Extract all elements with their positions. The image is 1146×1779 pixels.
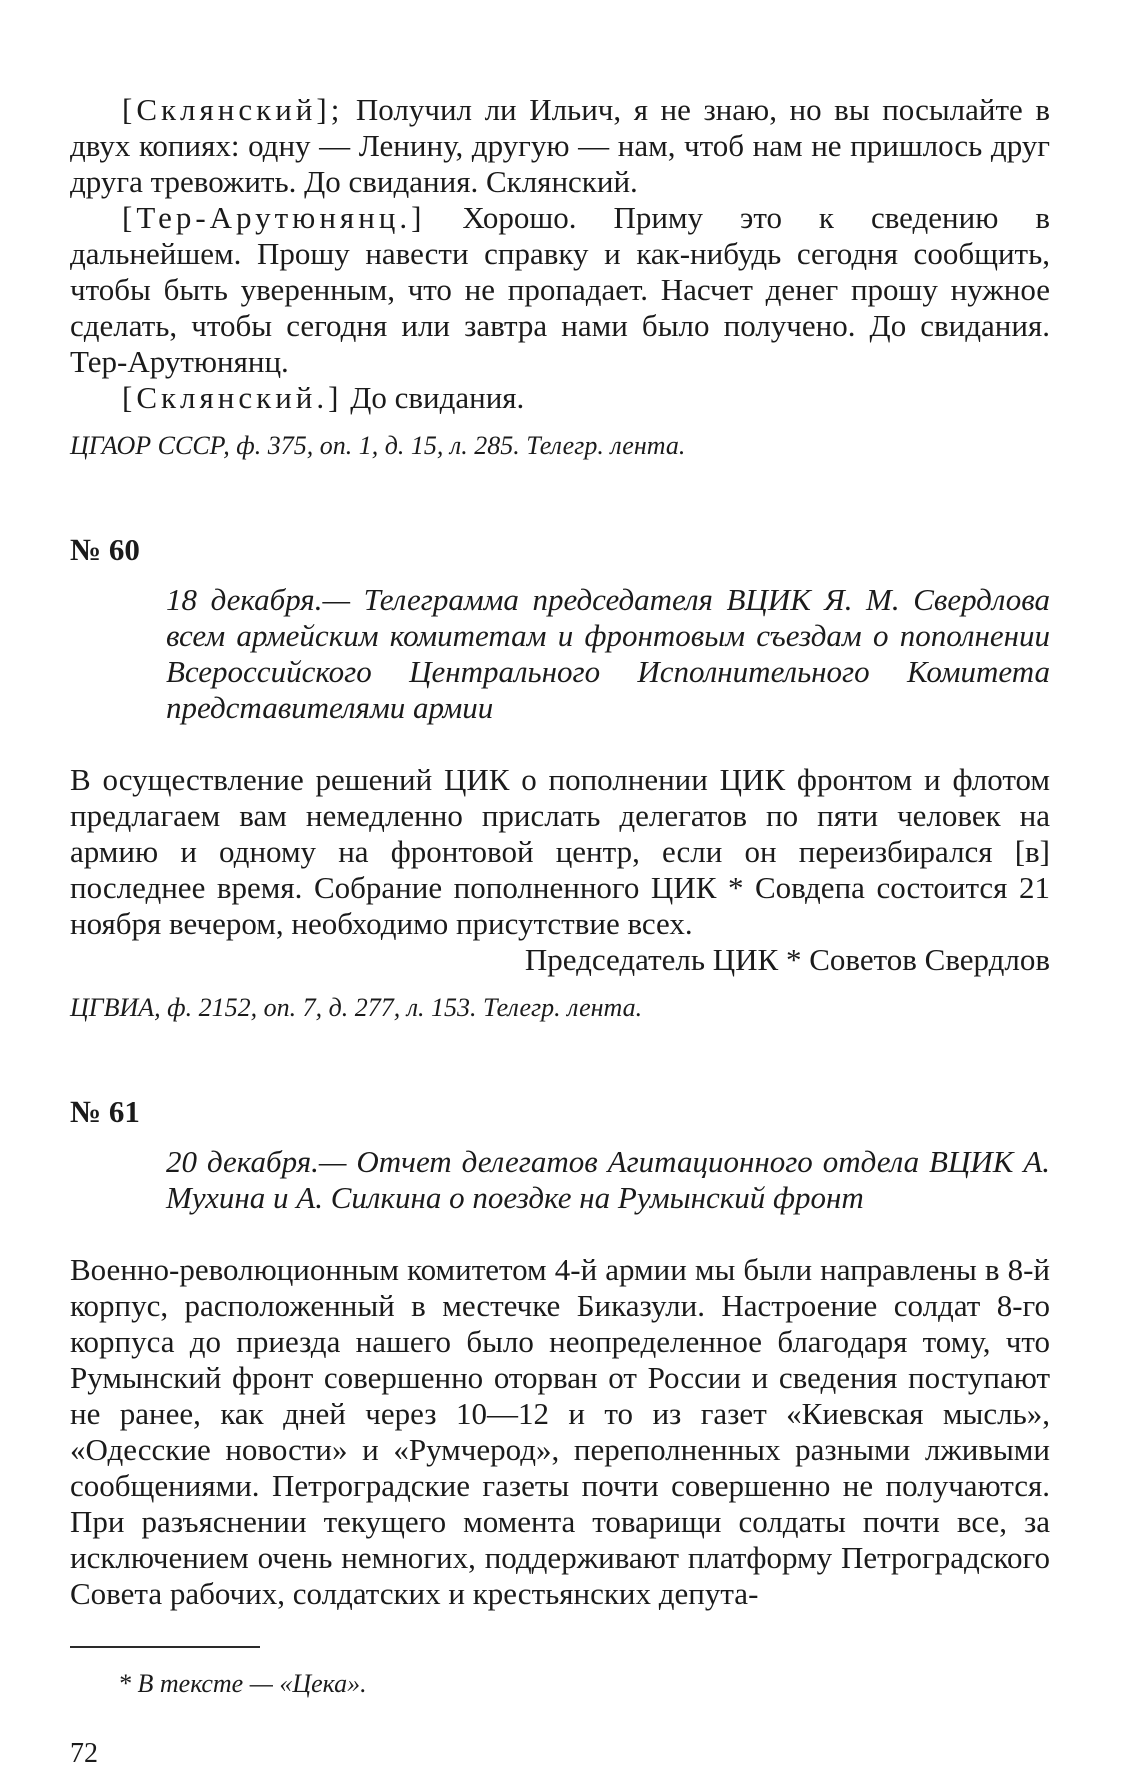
- dialogue-text: Хорошо. Приму это к сведению в дальнейшем. Прошу навести справку и как-нибудь сегодня сообщить, чтобы быть уверенным, что не пропадает. Насчет денег прошу нужное сделать, чтобы сегодня или завтра нами было получено. До свидания. Тер-Арутюнянц.: [70, 200, 1050, 379]
- speaker-name: [Тер-Арутюнянц.]: [122, 200, 426, 235]
- dialogue-line-2: [70, 200, 1050, 380]
- document-number-60: № 60: [70, 532, 140, 567]
- archive-source-1: ЦГАОР СССР, ф. 375, оп. 1, д. 15, л. 285. Телегр. лента.: [70, 431, 686, 460]
- archive-source-60: ЦГВИА, ф. 2152, оп. 7, д. 277, л. 153. Телегр. лента.: [70, 993, 643, 1022]
- dialogue-text: Получил ли Ильич, я не знаю, но вы посылайте в двух копиях: одну — Ленину, другую — нам, чтоб нам не пришлось друг друга тревожить. До свидания. Склянский.: [70, 92, 1050, 199]
- page-number: 72: [70, 1738, 98, 1769]
- dialogue-line-1: [70, 92, 1050, 200]
- document-signature-60: Председатель ЦИК * Советов Свердлов: [524, 942, 1050, 977]
- document-body-61: Военно-революционным комитетом 4-й армии мы были направлены в 8-й корпус, расположенный в местечке Биказули. Настроение солдат 8-го корпуса до приезда нашего было неопределенное благодаря тому, что Румынский фронт совершенно оторван от России и сведения поступают не ранее, как дней через 10—12 и то из газет «Киевская мысль», «Одесские новости» и «Румчерод», переполненных разными лживыми сообщениями. Петроградские газеты почти совершенно не получаются. При разъяснении текущего момента товарищи солдаты почти все, за исключением очень немногих, поддерживают платформу Петроградского Совета рабочих, солдатских и крестьянских депута-: [70, 1252, 1050, 1611]
- page-content: [70, 92, 1050, 1772]
- speaker-name: [Склянский.]: [122, 380, 343, 415]
- document-heading-60: 18 декабря.— Телеграмма председателя ВЦИК Я. М. Свердлова всем армейским комитетам и фронтовым съездам о пополнении Всероссийского Центрального Исполнительного Комитета представителями армии: [166, 582, 1050, 725]
- footnote: * В тексте — «Цека».: [118, 1669, 367, 1698]
- document-body-60: В осуществление решений ЦИК о пополнении ЦИК фронтом и флотом предлагаем вам немедленно прислать делегатов по пяти человек на армию и одному на фронтовой центр, если он переизбирался [в] последнее время. Собрание пополненного ЦИК * Совдепа состоится 21 ноября вечером, необходимо присутствие всех.: [70, 762, 1050, 941]
- speaker-name: [Склянский];: [122, 92, 344, 127]
- document-number-61: № 61: [70, 1094, 140, 1129]
- dialogue-text: До свидания.: [342, 380, 525, 415]
- document-heading-61: 20 декабря.— Отчет делегатов Агитационного отдела ВЦИК А. Мухина и А. Силкина о поездке на Румынский фронт: [166, 1144, 1050, 1215]
- dialogue-line-3: [70, 380, 1050, 416]
